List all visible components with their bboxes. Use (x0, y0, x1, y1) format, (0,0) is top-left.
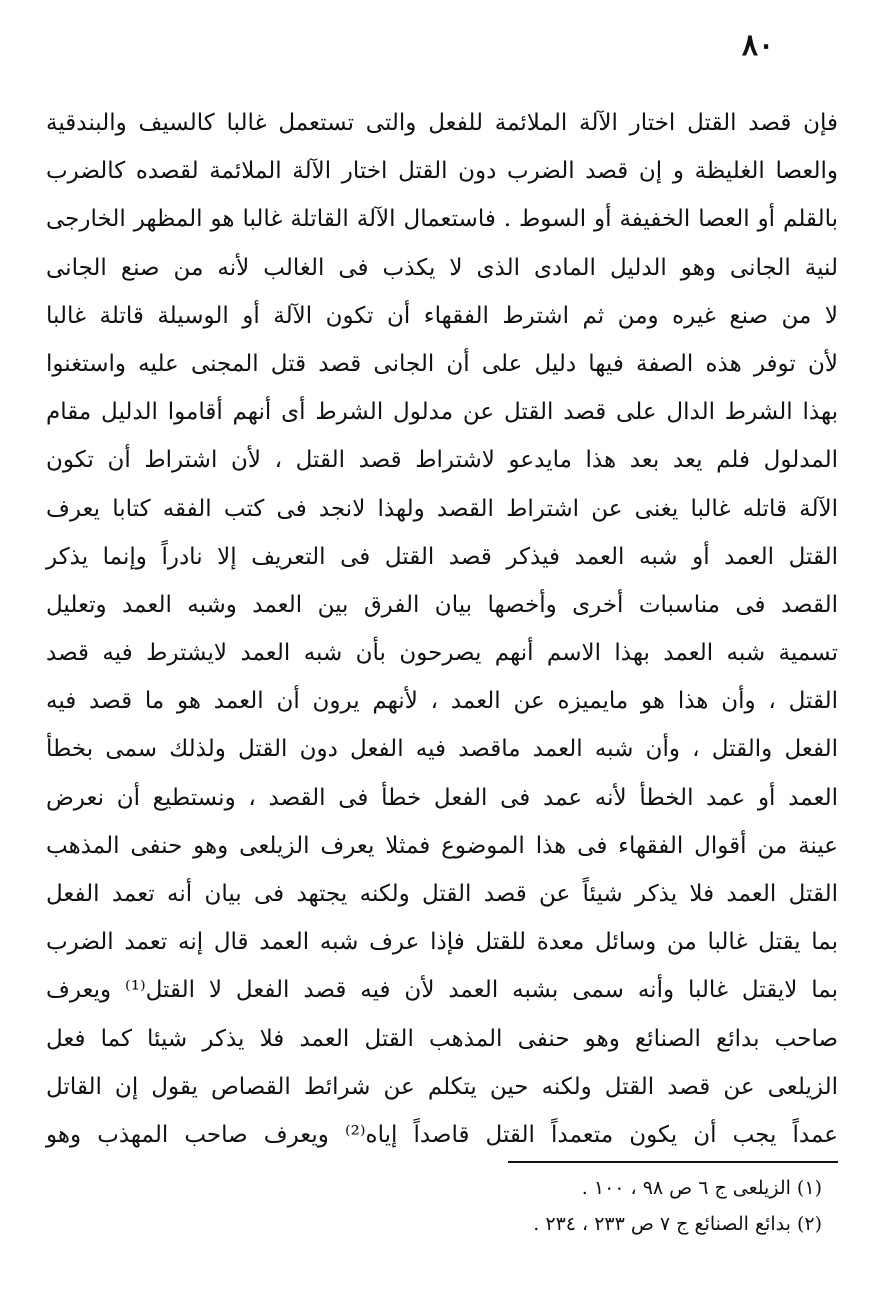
text-line: تسمية شبه العمد بهذا الاسم أنهم يصرحون بأن شبه العمد لايشترط فيه قصد (46, 640, 838, 667)
text-line: القتل العمد أو شبه العمد فيذكر قصد القتل فى التعريف إلا نادراً وإنما يذكر (46, 543, 838, 570)
text-line: لأن توفر هذه الصفة فيها دليل على أن الجانى قصد قتل المجنى عليه واستغنوا (46, 350, 838, 377)
text-line: فإن قصد القتل اختار الآلة الملائمة للفعل والتى تستعمل غالبا كالسيف والبندقية (46, 110, 838, 136)
text-line: المدلول فلم يعد بعد هذا مايدعو لاشتراط قصد القتل ، لأن اشتراط أن تكون (46, 447, 838, 474)
text-line: العمد أو عمد الخطأ لأنه عمد فى الفعل خطأ فى القصد ، ونستطيع أن نعرض (46, 784, 838, 811)
text-line: صاحب بدائع الصنائع وهو حنفى المذهب القتل العمد فلا يذكر شيئا كما فعل (46, 1025, 838, 1052)
body-text (46, 99, 838, 1159)
text-line: القصد فى مناسبات أخرى وأخصها بيان الفرق بين العمد وشبه العمد وتعليل (46, 591, 838, 618)
footnote: (٢) بدائع الصنائع ج ٧ ص ٢٣٣ ، ٢٣٤ . (533, 1213, 822, 1235)
text-line: عمداً يجب أن يكون متعمداً القتل قاصداً إياه⁽²⁾ ويعرف صاحب المهذب وهو (46, 1121, 838, 1148)
text-line: لا من صنع غيره ومن ثم اشترط الفقهاء أن تكون الآلة أو الوسيلة قاتلة غالبا (46, 302, 838, 329)
text-line: بما يقتل غالبا من وسائل معدة للقتل فإذا عرف شبه العمد قال إنه تعمد الضرب (46, 929, 838, 956)
text-line: الآلة قاتله غالبا يغنى عن اشتراط القصد ولهذا لانجد فى كتب الفقه كتابا يعرف (46, 495, 838, 522)
footnote: (١) الزيلعى ج ٦ ص ٩٨ ، ١٠٠ . (581, 1177, 822, 1199)
page-number: ٨٠ (741, 28, 775, 63)
text-line: الزيلعى عن قصد القتل ولكنه حين يتكلم عن شرائط القصاص يقول إن القاتل (46, 1073, 838, 1100)
text-line: بهذا الشرط الدال على قصد القتل عن مدلول الشرط أى أنهم أقاموا الدليل مقام (46, 399, 838, 426)
text-line: لنية الجانى وهو الدليل المادى الذى لا يكذب فى الغالب لأنه من صنع الجانى (46, 254, 838, 281)
text-line: بالقلم أو العصا الخفيفة أو السوط . فاستعمال الآلة القاتلة غالبا هو المظهر الخارجى (46, 206, 838, 233)
text-line: والعصا الغليظة و إن قصد الضرب دون القتل اختار الآلة الملائمة لقصده كالضرب (46, 158, 838, 185)
text-line: عينة من أقوال الفقهاء فى هذا الموضوع فمثلا يعرف الزيلعى وهو حنفى المذهب (46, 832, 838, 859)
footnotes (322, 1170, 822, 1242)
text-line: الفعل والقتل ، وأن شبه العمد ماقصد فيه الفعل دون القتل ولذلك سمى بخطأ (46, 736, 838, 763)
text-line: بما لايقتل غالبا وأنه سمى بشبه العمد لأن فيه قصد الفعل لا القتل⁽¹⁾ ويعرف (46, 977, 838, 1004)
text-line: القتل العمد فلا يذكر شيئاً عن قصد القتل ولكنه يجتهد فى بيان أنه تعمد الفعل (46, 881, 838, 907)
footnote-divider (508, 1161, 838, 1163)
text-line: القتل ، وأن هذا هو مايميزه عن العمد ، لأنهم يرون أن العمد هو ما قصد فيه (46, 688, 838, 715)
